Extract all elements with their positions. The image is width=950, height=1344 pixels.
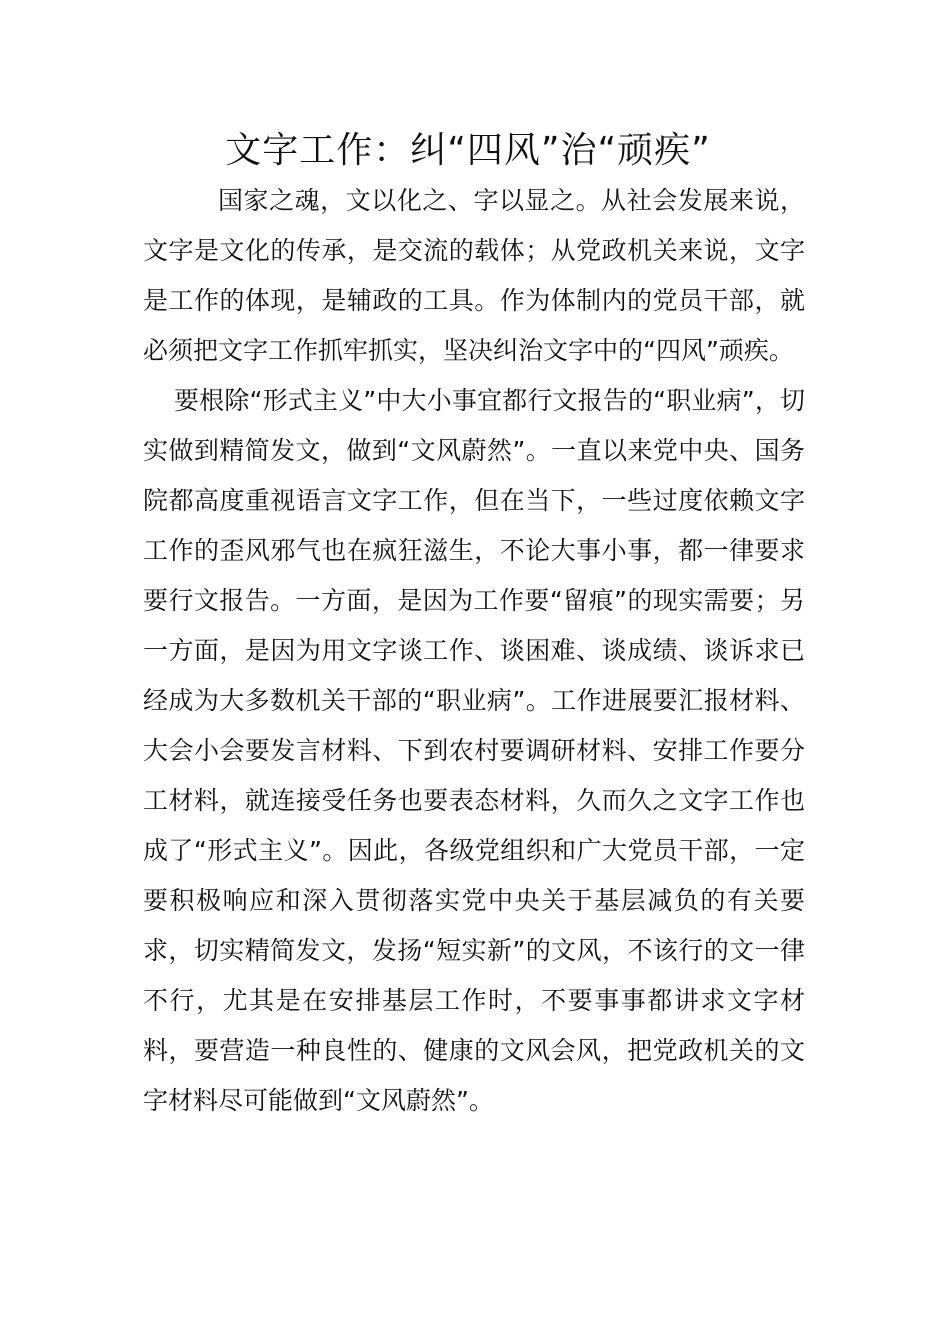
document-body: [143, 176, 805, 1126]
document-title: 文字工作：纠“四风”治“顽疾”: [225, 130, 711, 171]
paragraph-intro: 国家之魂，文以化之、字以显之。从社会发展来说，文字是文化的传承，是交流的载体；从党政机关来说，文字是工作的体现，是辅政的工具。作为体制内的党员干部，就必须把文字工作抓牢抓实，坚决纠治文字中的“四风”顽疾。: [143, 186, 805, 365]
paragraph-formalism: 要根除“形式主义”中大小事宜都行文报告的“职业病”，切实做到精简发文，做到“文风蔚然”。一直以来党中央、国务院都高度重视语言文字工作，但在当下，一些过度依赖文字工作的歪风邪气也在疯狂滋生，不论大事小事，都一律要求要行文报告。一方面，是因为工作要“留痕”的现实需要；另一方面，是因为用文字谈工作、谈困难、谈成绩、谈诉求已经成为大多数机关干部的“职业病”。工作进展要汇报材料、大会小会要发言材料、下到农村要调研材料、安排工作要分工材料，就连接受任务也要表态材料，久而久之文字工作也成了“形式主义”。因此，各级党组织和广大党员干部，一定要积极响应和深入贯彻落实党中央关于基层减负的有关要求，切实精简发文，发扬“短实新”的文风，不该行的文一律不行，尤其是在安排基层工作时，不要事事都讲求文字材料，要营造一种良性的、健康的文风会风，把党政机关的文字材料尽可能做到“文风蔚然”。: [143, 386, 805, 1115]
